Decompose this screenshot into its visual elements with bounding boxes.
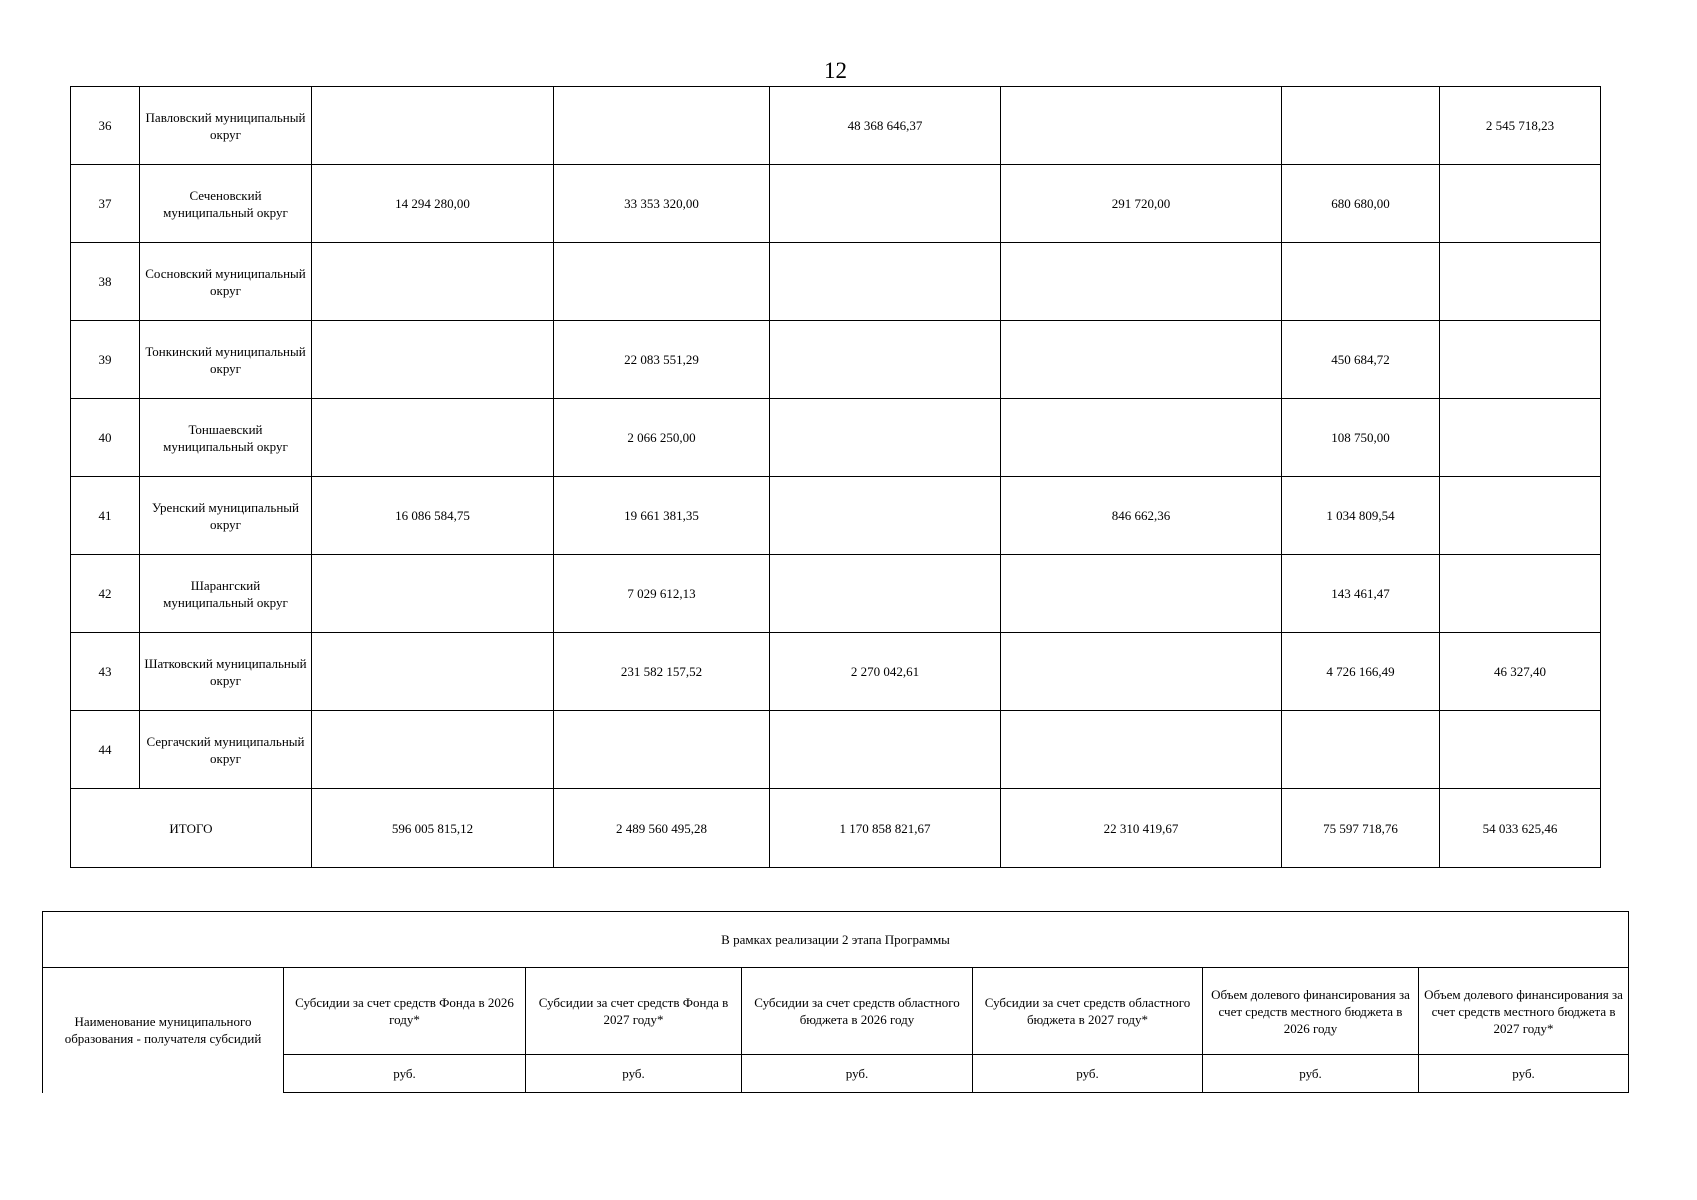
municipality-name: Сосновский муниципальный округ: [140, 243, 312, 321]
amount-cell: [312, 711, 554, 789]
row-number: 44: [71, 711, 140, 789]
stage2-header-table: [42, 911, 1629, 1093]
amount-cell: 4 726 166,49: [1282, 633, 1440, 711]
table-row: [71, 165, 1601, 243]
amount-cell: 680 680,00: [1282, 165, 1440, 243]
amount-cell: [1001, 87, 1282, 165]
municipality-name: Уренский муниципальный округ: [140, 477, 312, 555]
amount-cell: [554, 87, 770, 165]
column-header: Субсидии за счет средств Фонда в 2027 году*: [526, 968, 742, 1055]
amount-cell: 19 661 381,35: [554, 477, 770, 555]
amount-cell: 48 368 646,37: [770, 87, 1001, 165]
amount-cell: [1001, 555, 1282, 633]
total-row: [71, 789, 1601, 868]
amount-cell: [1282, 243, 1440, 321]
table-row: [71, 243, 1601, 321]
amount-cell: 143 461,47: [1282, 555, 1440, 633]
row-number: 43: [71, 633, 140, 711]
amount-cell: [312, 87, 554, 165]
amount-cell: [1440, 165, 1601, 243]
amount-cell: [1440, 399, 1601, 477]
amount-cell: [1001, 711, 1282, 789]
page-number: 12: [824, 58, 847, 83]
amount-cell: 450 684,72: [1282, 321, 1440, 399]
table-row: [71, 87, 1601, 165]
unit-cell: руб.: [284, 1055, 526, 1093]
amount-cell: [312, 399, 554, 477]
amount-cell: [770, 243, 1001, 321]
row-number: 38: [71, 243, 140, 321]
amount-cell: [770, 321, 1001, 399]
amount-cell: [770, 399, 1001, 477]
subsidy-table: [70, 86, 1601, 868]
amount-cell: [312, 633, 554, 711]
amount-cell: 7 029 612,13: [554, 555, 770, 633]
amount-cell: [312, 243, 554, 321]
table-row: [71, 321, 1601, 399]
amount-cell: 22 083 551,29: [554, 321, 770, 399]
amount-cell: [1440, 243, 1601, 321]
amount-cell: 108 750,00: [1282, 399, 1440, 477]
amount-cell: [1001, 633, 1282, 711]
amount-cell: 46 327,40: [1440, 633, 1601, 711]
total-amount-cell: 2 489 560 495,28: [554, 789, 770, 868]
row-number: 36: [71, 87, 140, 165]
stage2-title: В рамках реализации 2 этапа Программы: [43, 912, 1629, 968]
municipality-name: Тоншаевский муниципальный округ: [140, 399, 312, 477]
amount-cell: [554, 243, 770, 321]
amount-cell: [1001, 321, 1282, 399]
column-header: Субсидии за счет средств Фонда в 2026 году*: [284, 968, 526, 1055]
amount-cell: [554, 711, 770, 789]
total-amount-cell: 596 005 815,12: [312, 789, 554, 868]
municipality-name: Шарангский муниципальный округ: [140, 555, 312, 633]
municipality-name: Сеченовский муниципальный округ: [140, 165, 312, 243]
amount-cell: [1440, 711, 1601, 789]
total-amount-cell: 22 310 419,67: [1001, 789, 1282, 868]
total-amount-cell: 75 597 718,76: [1282, 789, 1440, 868]
amount-cell: 2 270 042,61: [770, 633, 1001, 711]
amount-cell: 2 545 718,23: [1440, 87, 1601, 165]
total-amount-cell: 1 170 858 821,67: [770, 789, 1001, 868]
table-row: [71, 477, 1601, 555]
unit-cell: руб.: [526, 1055, 742, 1093]
municipality-name: Павловский муниципальный округ: [140, 87, 312, 165]
amount-cell: 33 353 320,00: [554, 165, 770, 243]
amount-cell: 231 582 157,52: [554, 633, 770, 711]
amount-cell: [770, 555, 1001, 633]
table-row: [71, 399, 1601, 477]
table-row: [71, 633, 1601, 711]
amount-cell: [312, 555, 554, 633]
amount-cell: [1440, 555, 1601, 633]
row-number: 41: [71, 477, 140, 555]
municipality-name: Сергачский муниципальный округ: [140, 711, 312, 789]
table-row: [71, 711, 1601, 789]
amount-cell: [1001, 399, 1282, 477]
row-number: 37: [71, 165, 140, 243]
amount-cell: [1440, 477, 1601, 555]
municipality-name: Шатковский муниципальный округ: [140, 633, 312, 711]
amount-cell: [770, 165, 1001, 243]
amount-cell: [770, 477, 1001, 555]
amount-cell: [1001, 243, 1282, 321]
unit-cell: руб.: [973, 1055, 1203, 1093]
total-amount-cell: 54 033 625,46: [1440, 789, 1601, 868]
amount-cell: 846 662,36: [1001, 477, 1282, 555]
amount-cell: [770, 711, 1001, 789]
amount-cell: 14 294 280,00: [312, 165, 554, 243]
municipality-name: Тонкинский муниципальный округ: [140, 321, 312, 399]
table-row: [71, 555, 1601, 633]
column-header: Объем долевого финансирования за счет средств местного бюджета в 2027 году*: [1419, 968, 1629, 1055]
unit-cell: руб.: [1419, 1055, 1629, 1093]
amount-cell: 1 034 809,54: [1282, 477, 1440, 555]
amount-cell: [1282, 711, 1440, 789]
column-header: Объем долевого финансирования за счет средств местного бюджета в 2026 году: [1203, 968, 1419, 1055]
municipality-name-header: Наименование муниципального образования - получателя субсидий: [43, 968, 284, 1093]
amount-cell: 291 720,00: [1001, 165, 1282, 243]
column-header: Субсидии за счет средств областного бюджета в 2026 году: [742, 968, 973, 1055]
row-number: 39: [71, 321, 140, 399]
row-number: 42: [71, 555, 140, 633]
row-number: 40: [71, 399, 140, 477]
amount-cell: 2 066 250,00: [554, 399, 770, 477]
unit-cell: руб.: [742, 1055, 973, 1093]
amount-cell: 16 086 584,75: [312, 477, 554, 555]
column-header: Субсидии за счет средств областного бюджета в 2027 году*: [973, 968, 1203, 1055]
amount-cell: [1440, 321, 1601, 399]
unit-cell: руб.: [1203, 1055, 1419, 1093]
total-label: ИТОГО: [71, 789, 312, 868]
amount-cell: [1282, 87, 1440, 165]
amount-cell: [312, 321, 554, 399]
